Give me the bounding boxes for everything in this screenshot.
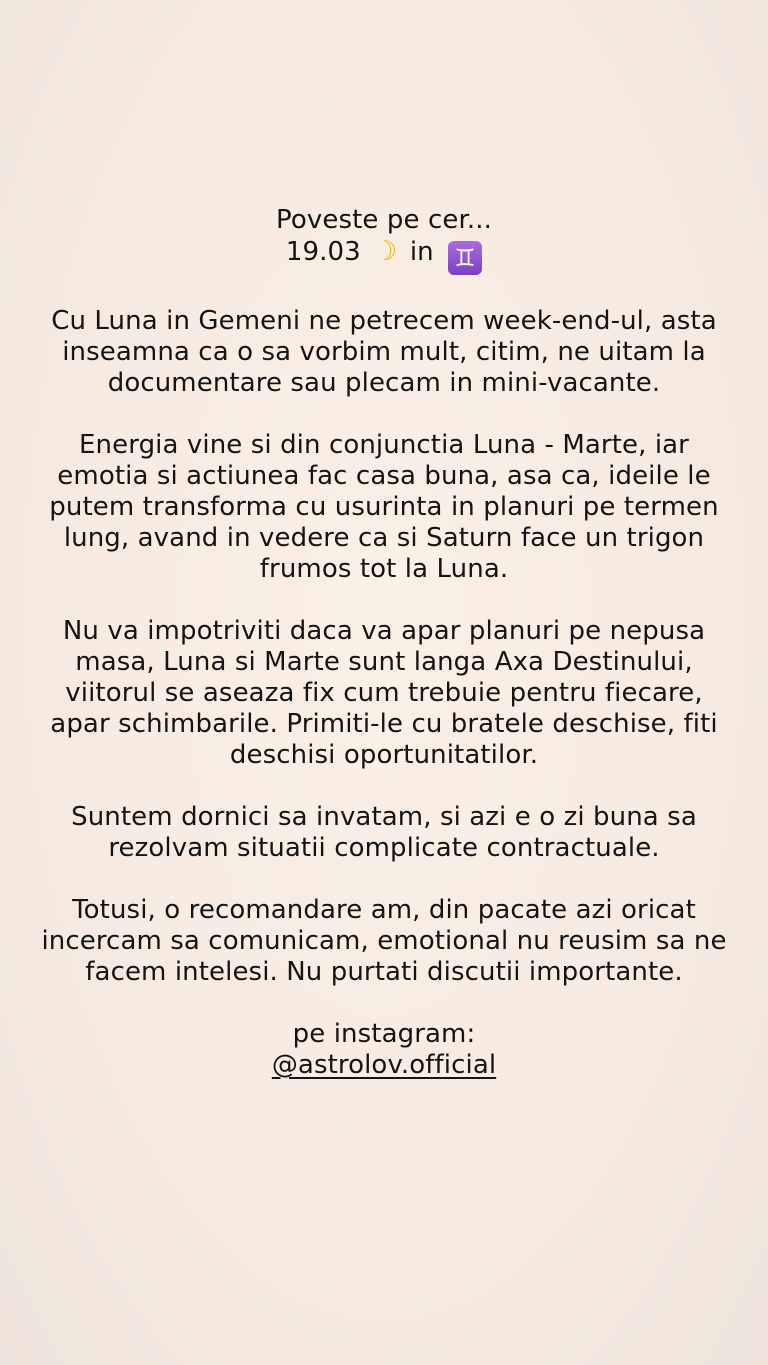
story-title — [40, 205, 728, 275]
paragraph-energy: Energia vine si din conjunctia Luna - Marte, iar emotia si actiunea fac casa buna, asa ca, ideile le putem transforma cu usurinta in planuri pe termen lung, avand in vedere ca si Saturn face un trigon frumos tot la Luna. — [49, 430, 719, 584]
story-text-block — [40, 205, 728, 1081]
gemini-icon: ♊ — [448, 241, 482, 275]
footer-label: pe instagram: — [292, 1019, 476, 1049]
moon-icon: ☽ — [373, 236, 398, 267]
story-date-line — [40, 236, 728, 275]
in-word: in — [409, 237, 434, 267]
paragraph-recommendation: Totusi, o recomandare am, din pacate azi oricat incercam sa comunicam, emotional nu reusim sa ne facem intelesi. Nu purtati discutii importante. — [41, 895, 727, 987]
paragraph-learning: Suntem dornici sa invatam, si azi e o zi buna sa rezolvam situatii complicate contractuale. — [71, 802, 697, 863]
paragraph-plans: Nu va impotriviti daca va apar planuri pe nepusa masa, Luna si Marte sunt langa Axa Destinului, viitorul se aseaza fix cum trebuie pentru fiecare, apar schimbarile. Primiti-le cu bratele deschise, fiti deschisi oportunitatilor. — [50, 616, 718, 770]
story-date: 19.03 — [285, 237, 361, 267]
paragraph-weekend: Cu Luna in Gemeni ne petrecem week-end-ul, asta inseamna ca o sa vorbim mult, citim, ne uitam la documentare sau plecam in mini-vacante. — [51, 306, 717, 398]
story-title-text: Poveste pe cer... — [276, 205, 492, 235]
instagram-handle-link[interactable]: @astrolov.official — [271, 1050, 497, 1080]
footer — [40, 1019, 728, 1081]
